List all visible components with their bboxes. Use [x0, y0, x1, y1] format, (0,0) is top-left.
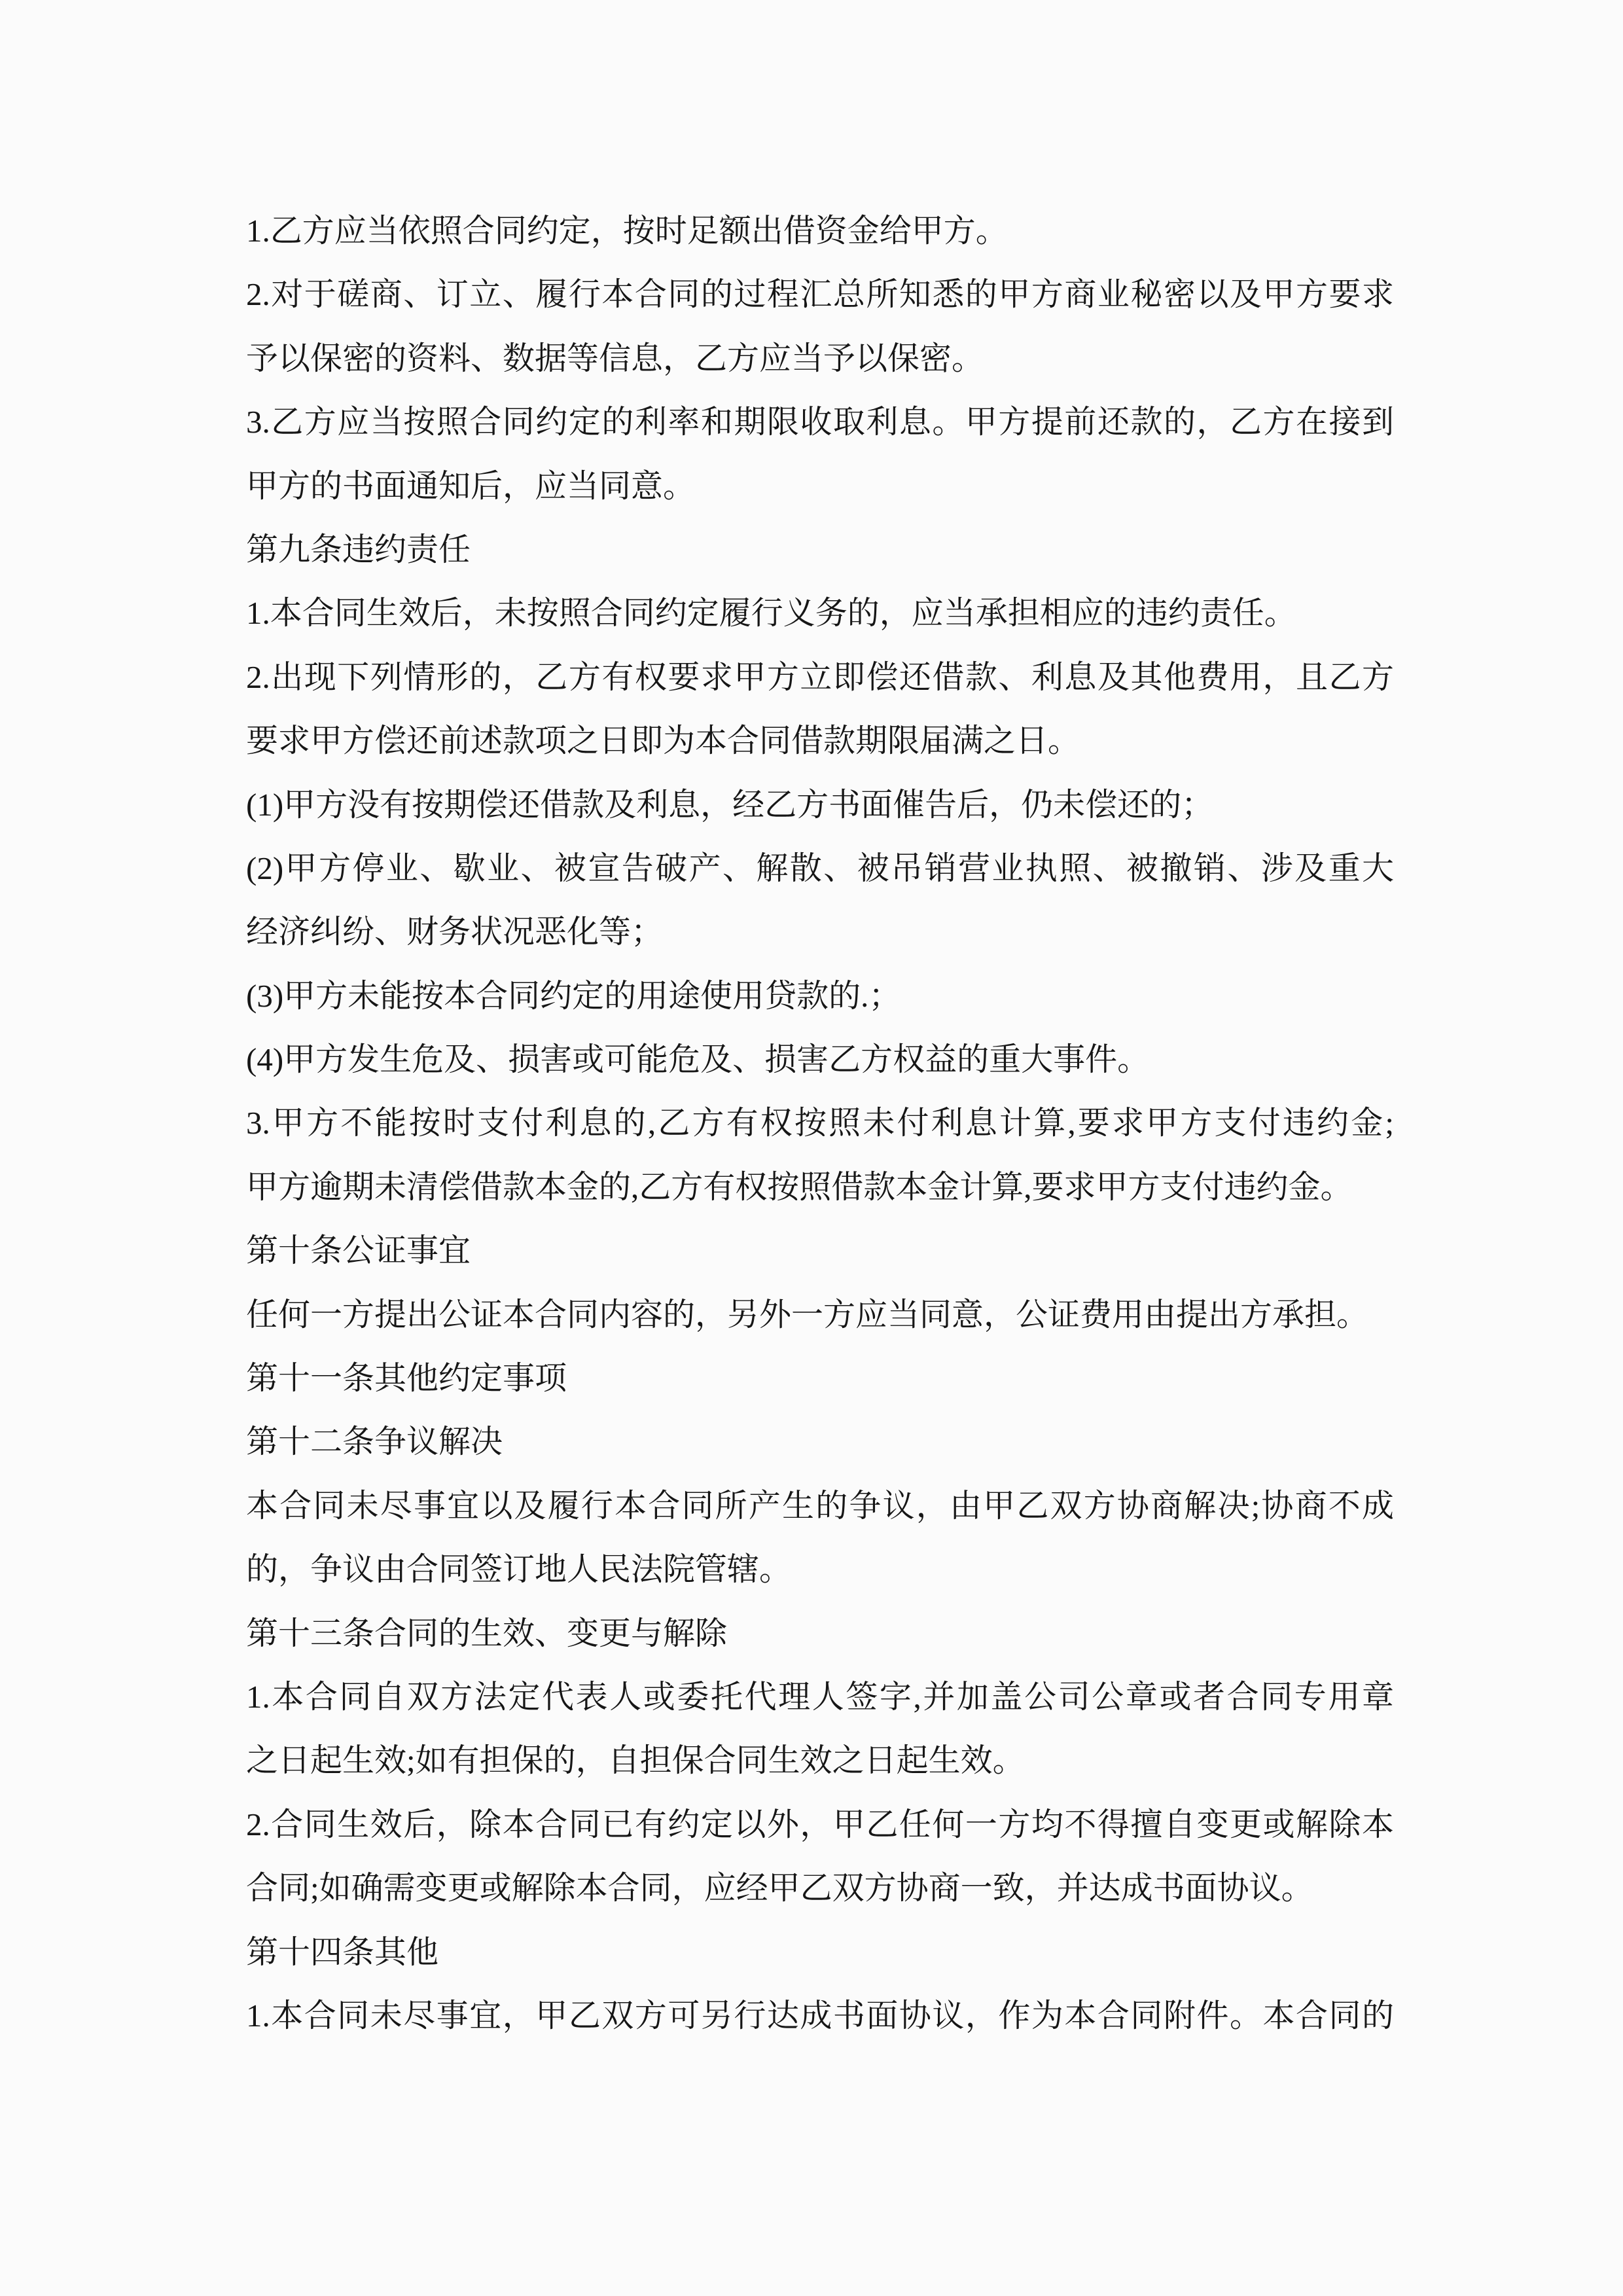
text-line: 任何一方提出公证本合同内容的，另外一方应当同意，公证费用由提出方承担。: [246, 1296, 1369, 1333]
contract-text-block: [246, 199, 1394, 2047]
text-line: (1)甲方没有按期偿还借款及利息，经乙方书面催告后，仍未偿还的；: [246, 786, 1214, 823]
text-line: 予以保密的资料、数据等信息，乙方应当予以保密。: [246, 340, 984, 376]
text-line: 第十条公证事宜: [246, 1232, 471, 1269]
text-line: 1.本合同生效后，未按照合同约定履行义务的，应当承担相应的违约责任。: [246, 595, 1296, 632]
text-line: 第十二条争议解决: [246, 1424, 503, 1460]
text-line: 要求甲方偿还前述款项之日即为本合同借款期限届满之日。: [246, 723, 1080, 759]
text-line: 甲方的书面通知后，应当同意。: [246, 467, 696, 504]
text-line: 第十三条合同的生效、变更与解除: [246, 1615, 728, 1651]
text-line: 第九条违约责任: [246, 531, 471, 567]
text-line: 1.本合同自双方法定代表人或委托代理人签字,并加盖公司公章或者合同专用章: [246, 1678, 1394, 1715]
text-line: 经济纠纷、财务状况恶化等；: [246, 914, 664, 950]
text-line: 1.乙方应当依照合同约定，按时足额出借资金给甲方。: [246, 213, 1008, 249]
text-line: 之日起生效;如有担保的，自担保合同生效之日起生效。: [246, 1742, 1025, 1779]
text-line: 2.对于磋商、订立、履行本合同的过程汇总所知悉的甲方商业秘密以及甲方要求: [246, 276, 1394, 313]
text-line: 1.本合同未尽事宜，甲乙双方可另行达成书面协议，作为本合同附件。本合同的: [246, 1997, 1394, 2034]
text-line: 3.甲方不能按时支付利息的,乙方有权按照未付利息计算,要求甲方支付违约金;: [246, 1105, 1394, 1141]
text-line: (2)甲方停业、歇业、被宣告破产、解散、被吊销营业执照、被撤销、涉及重大: [246, 850, 1394, 886]
text-line: (4)甲方发生危及、损害或可能危及、损害乙方权益的重大事件。: [246, 1041, 1150, 1078]
text-line: 的，争议由合同签订地人民法院管辖。: [246, 1551, 792, 1588]
text-line: 2.出现下列情形的，乙方有权要求甲方立即偿还借款、利息及其他费用，且乙方: [246, 658, 1394, 695]
text-line: 合同;如确需变更或解除本合同，应经甲乙双方协商一致，并达成书面协议。: [246, 1870, 1313, 1907]
text-line: (3)甲方未能按本合同约定的用途使用贷款的.；: [246, 977, 901, 1014]
text-line: 第十四条其他: [246, 1933, 439, 1970]
text-line: 第十一条其他约定事项: [246, 1360, 567, 1397]
text-line: 2.合同生效后，除本合同已有约定以外，甲乙任何一方均不得擅自变更或解除本: [246, 1806, 1394, 1842]
text-line: 甲方逾期未清偿借款本金的,乙方有权按照借款本金计算,要求甲方支付违约金。: [246, 1168, 1353, 1205]
text-line: 3.乙方应当按照合同约定的利率和期限收取利息。甲方提前还款的，乙方在接到: [246, 404, 1394, 440]
text-line: 本合同未尽事宜以及履行本合同所产生的争议，由甲乙双方协商解决;协商不成: [246, 1487, 1394, 1524]
